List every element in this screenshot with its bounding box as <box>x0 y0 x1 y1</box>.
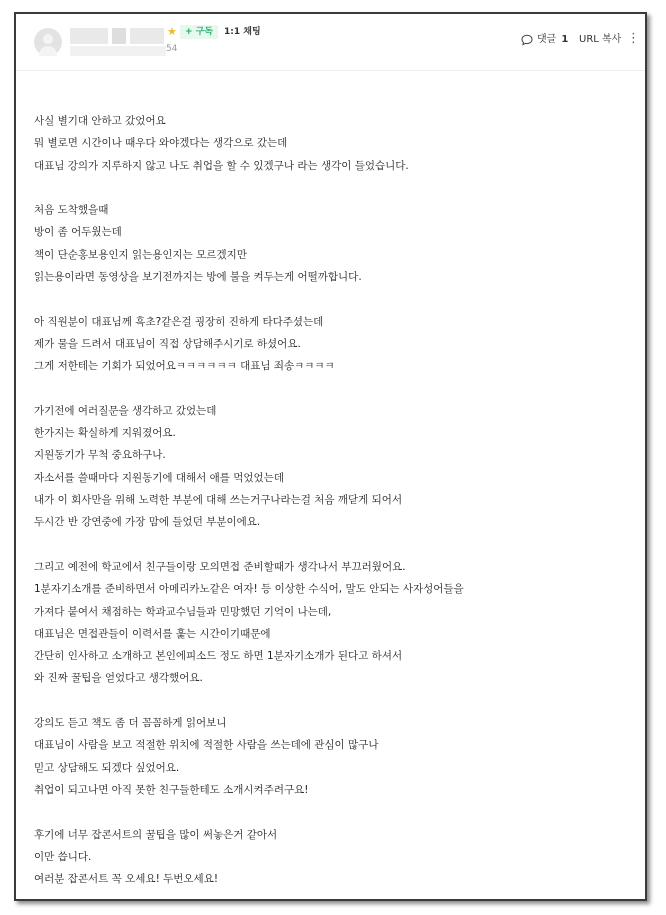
post-text-line: 지원동기가 무척 중요하구나. <box>34 449 166 462</box>
author-name-blurred <box>112 28 126 44</box>
post-text-line: 가기전에 여러질문을 생각하고 갔었는데 <box>34 404 217 417</box>
post-text-line: 자소서를 쓸때마다 지원동기에 대해서 애를 먹었었는데 <box>34 471 284 484</box>
author-meta-blurred <box>70 46 166 56</box>
post-text-line: 아 직원분이 대표님께 흑초?같은걸 굉장히 진하게 타다주셨는데 <box>34 315 324 328</box>
post-text-line: 그게 저한테는 기회가 되었어요ㅋㅋㅋㅋㅋㅋ 대표님 죄송ㅋㅋㅋㅋ <box>34 360 335 373</box>
post-text-line: 대표님은 면접관들이 이력서를 훑는 시간이기때문에 <box>34 627 271 640</box>
blank-line <box>34 690 635 712</box>
post-text-line: 와 진짜 꿀팁을 얻었다고 생각했어요. <box>34 672 203 685</box>
post-text-line: 1분자기소개를 준비하면서 아메리카노같은 여자! 등 이상한 수식어, 말도 안되는 사자성어들을 <box>34 583 464 596</box>
author-name-blurred <box>130 28 164 44</box>
post-text-line: 간단히 인사하고 소개하고 본인에피소드 정도 하면 1분자기소개가 된다고 하셔서 <box>34 650 403 663</box>
blank-line <box>34 288 635 310</box>
subscribe-button[interactable]: + 구독 <box>180 25 218 39</box>
post-text-line: 방이 좀 어두웠는데 <box>34 226 122 239</box>
post-text-line: 믿고 상담해도 되겠다 싶었어요. <box>34 761 180 774</box>
post-text-line: 그리고 예전에 학교에서 친구들이랑 모의면접 준비할때가 생각나서 부끄러웠어요. <box>34 560 406 573</box>
post-text-line: 이만 씁니다. <box>34 850 92 863</box>
post-text-line: 가져다 붙여서 채점하는 학과교수님들과 민망했던 기억이 나는데, <box>34 605 332 618</box>
blank-line <box>34 177 635 199</box>
post-body <box>34 110 635 890</box>
post-header <box>16 14 645 71</box>
post-text-line: 대표님 강의가 지루하지 않고 나도 취업을 할 수 있겠구나 라는 생각이 들었습니다. <box>34 159 409 172</box>
chat-button[interactable]: 1:1 채팅 <box>224 27 261 37</box>
comment-button[interactable] <box>521 32 568 48</box>
post-text-line: 두시간 반 강연중에 가장 맘에 들었던 부분이에요. <box>34 516 261 529</box>
post-text-line: 내가 이 회사만을 위해 노력한 부분에 대해 쓰는거구나라는걸 처음 깨닫게 되어서 <box>34 494 403 507</box>
post-text-line: 제가 물을 드려서 대표님이 직접 상담해주시기로 하셨어요. <box>34 337 301 350</box>
more-options-icon[interactable]: ⋮ <box>627 31 640 46</box>
post-card <box>14 12 647 901</box>
post-text-line: 사실 별기대 안하고 갔었어요 <box>34 115 166 127</box>
post-text-line: 강의도 듣고 책도 좀 더 꼼꼼하게 읽어보니 <box>34 717 227 730</box>
post-text-line: 대표님이 사람을 보고 적절한 위치에 적절한 사람을 쓰는데에 관심이 많구나 <box>34 739 379 752</box>
url-copy-button[interactable]: URL 복사 <box>579 34 622 45</box>
avatar[interactable] <box>34 28 62 56</box>
author-name-blurred[interactable] <box>70 28 108 44</box>
blank-line <box>34 534 635 556</box>
star-icon: ★ <box>167 25 177 38</box>
post-text-line: 여러분 잡콘서트 꼭 오세요! 두번오세요! <box>34 873 219 886</box>
comment-label: 댓글 <box>537 34 557 45</box>
blank-line <box>34 378 635 400</box>
post-text-line: 후기에 너무 잡콘서트의 꿀팁을 많이 써놓은거 같아서 <box>34 828 278 841</box>
subscriber-count: 54 <box>166 44 178 54</box>
comment-count: 1 <box>561 34 569 45</box>
post-text-line: 취업이 되고나면 아직 못한 친구들한테도 소개시켜주려구요! <box>34 783 309 796</box>
comment-icon <box>521 34 533 46</box>
post-text-line: 책이 단순홍보용인지 읽는용인지는 모르겠지만 <box>34 248 247 261</box>
blank-line <box>34 801 635 823</box>
post-text-line: 한가지는 확실하게 지워졌어요. <box>34 427 176 440</box>
post-text-line: 뭐 별로면 시간이나 때우다 와야겠다는 생각으로 갔는데 <box>34 137 288 150</box>
post-text-line: 처음 도착했을때 <box>34 204 109 217</box>
post-text-line: 읽는용이라면 동영상을 보기전까지는 방에 불을 켜두는게 어떨까합니다. <box>34 271 362 284</box>
